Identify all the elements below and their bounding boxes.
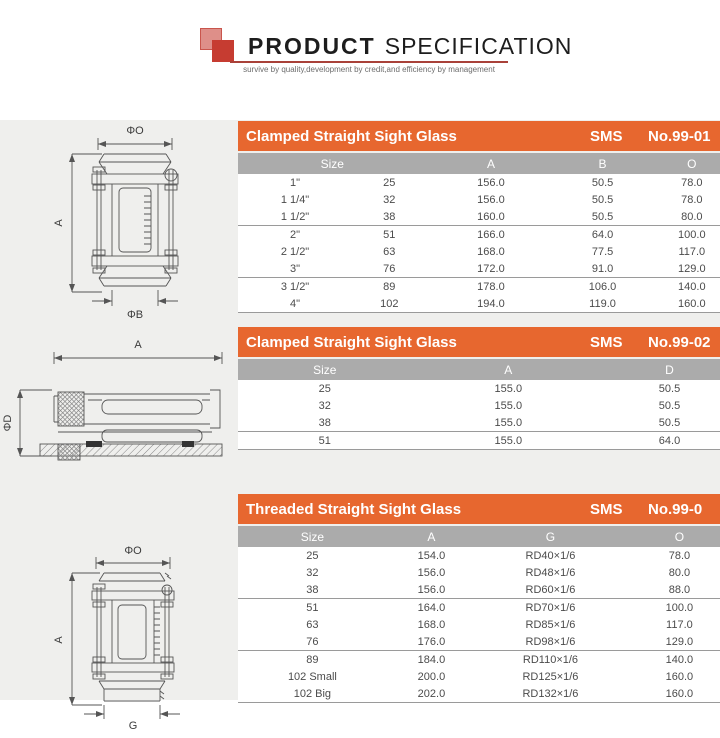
table-row (238, 650, 720, 668)
table-cell: 155.0 (494, 416, 523, 429)
content-panel (0, 120, 720, 731)
table-cell: 2" (290, 228, 301, 241)
column-header: O (674, 529, 685, 544)
column-header: O (687, 156, 697, 171)
dim-label-phi-o: ΦO (124, 545, 142, 557)
table-row (238, 295, 720, 312)
table-cell: 78.0 (668, 549, 691, 562)
table-row (238, 616, 720, 633)
table-cell: RD85×1/6 (525, 618, 576, 631)
table-cell: 89 (306, 653, 319, 666)
table-row (238, 277, 720, 295)
table-row (238, 547, 720, 564)
dim-label-g: G (128, 720, 138, 731)
table-body (238, 174, 720, 313)
table-cell: 155.0 (494, 434, 523, 447)
table-cell: 25 (383, 176, 396, 189)
table-cell: 91.0 (591, 262, 614, 275)
table-cell: 184.0 (417, 653, 446, 666)
table-cell: 50.5 (658, 382, 681, 395)
dim-label-phi-o: ΦO (126, 125, 144, 137)
table-cell: 106.0 (588, 280, 617, 293)
table-cell: 129.0 (665, 635, 694, 648)
table-standard: SMS (590, 500, 623, 518)
table-row (238, 581, 720, 598)
table-row (238, 431, 720, 449)
table-cell: 50.5 (591, 193, 614, 206)
table-row (238, 191, 720, 208)
table-cell: 172.0 (477, 262, 505, 275)
table-cell: 154.0 (417, 549, 446, 562)
table-cell: 176.0 (417, 635, 446, 648)
table-row (238, 397, 720, 414)
table-row (238, 685, 720, 702)
table-cell: 117.0 (666, 618, 693, 631)
table-cell: 1" (290, 176, 301, 189)
table-cell: 166.0 (477, 228, 505, 241)
table-row (238, 260, 720, 277)
table-cell: 168.0 (477, 245, 505, 258)
table-title-bar (238, 327, 720, 357)
table-row (238, 208, 720, 225)
table-cell: 38 (318, 416, 331, 429)
table-title: Clamped Straight Sight Glass (246, 127, 457, 145)
threaded-sight-glass-diagram (38, 543, 218, 731)
table-standard: SMS (590, 333, 623, 351)
table-cell: 50.5 (591, 176, 614, 189)
table-cell: 51 (383, 228, 396, 241)
table-cell: 178.0 (477, 280, 505, 293)
table-cell: 38 (306, 583, 319, 596)
table-row (238, 564, 720, 581)
table-cell: 164.0 (417, 601, 446, 614)
table-cell: 200.0 (417, 670, 446, 683)
table-cell: RD125×1/6 (522, 670, 579, 683)
column-header: Size (313, 362, 337, 377)
dim-label-a: A (53, 636, 65, 644)
table-row (238, 668, 720, 685)
table-title: Clamped Straight Sight Glass (246, 333, 457, 351)
table-cell: 25 (306, 549, 319, 562)
table-cell: 160.0 (477, 210, 505, 223)
table-cell: 77.5 (591, 245, 614, 258)
page-title-specification: SPECIFICATION (384, 33, 573, 59)
dim-label-phi-b: ΦB (126, 309, 144, 320)
table-cell: 89 (383, 280, 396, 293)
table-cell: RD132×1/6 (522, 687, 579, 700)
column-header: Size (320, 156, 344, 171)
table-cell: RD60×1/6 (525, 583, 576, 596)
table-body (238, 380, 720, 450)
table-cell: 168.0 (417, 618, 446, 631)
table-row (238, 225, 720, 243)
table-row (238, 414, 720, 431)
table-cell: 194.0 (477, 297, 505, 310)
table-cell: 50.5 (591, 210, 614, 223)
table-row (238, 598, 720, 616)
table-cell: 50.5 (658, 399, 681, 412)
table-cell: 38 (383, 210, 396, 223)
column-header: Size (300, 529, 325, 544)
table-code: No.99-0 (648, 500, 703, 518)
table-row (238, 243, 720, 260)
table-cell: 102 Big (293, 687, 332, 700)
table-cell: 1 1/4" (280, 193, 310, 206)
table-header-row (238, 153, 720, 174)
column-header: D (665, 362, 674, 377)
table-cell: 51 (306, 601, 319, 614)
table-cell: 140.0 (665, 653, 694, 666)
column-header: B (598, 156, 607, 171)
company-tagline: survive by quality,development by credit,and efficiency by management (243, 65, 495, 74)
table-cell: 32 (306, 566, 319, 579)
logo-square-dark (212, 40, 234, 62)
table-cell: 63 (383, 245, 396, 258)
table-cell: 160.0 (665, 687, 694, 700)
table-cell: 160.0 (678, 297, 706, 310)
table-header-row (238, 359, 720, 380)
table-cell: 155.0 (494, 399, 523, 412)
table-cell: 3 1/2" (280, 280, 310, 293)
table-cell: 32 (318, 399, 331, 412)
dim-label-a: A (53, 219, 65, 227)
table-cell: 100.0 (665, 601, 694, 614)
page-title-product: PRODUCT (248, 33, 376, 59)
page-header (0, 0, 720, 120)
table-cell: 100.0 (678, 228, 706, 241)
table-cell: 129.0 (678, 262, 706, 275)
table-cell: 3" (290, 262, 301, 275)
table-cell: 78.0 (681, 193, 703, 206)
table-cell: 156.0 (477, 193, 505, 206)
table-cell: 88.0 (668, 583, 691, 596)
table-standard: SMS (590, 127, 623, 145)
table-cell: 2 1/2" (280, 245, 310, 258)
table-cell: 51 (318, 434, 331, 447)
spec-table-clamped-sms-99-01 (238, 121, 720, 313)
table-cell: 202.0 (417, 687, 446, 700)
table-cell: 63 (306, 618, 319, 631)
table-cell: 64.0 (591, 228, 614, 241)
table-cell: 155.0 (494, 382, 523, 395)
table-cell: 156.0 (477, 176, 505, 189)
page-title (248, 33, 572, 60)
table-cell: 102 Small (287, 670, 337, 683)
column-header: A (504, 362, 513, 377)
table-cell: 156.0 (417, 583, 446, 596)
table-cell: 117.0 (678, 245, 706, 258)
table-cell: 140.0 (678, 280, 706, 293)
table-cell: 80.0 (668, 566, 691, 579)
sight-glass-section-diagram (2, 334, 235, 466)
table-header-row (238, 526, 720, 547)
table-title-bar (238, 121, 720, 151)
table-cell: 32 (383, 193, 396, 206)
table-cell: 76 (306, 635, 319, 648)
column-header: A (427, 529, 436, 544)
table-row (238, 174, 720, 191)
table-cell: RD40×1/6 (525, 549, 576, 562)
table-cell: 76 (383, 262, 396, 275)
dim-label-a: A (134, 339, 142, 351)
table-cell: 160.0 (665, 670, 694, 683)
table-cell: 25 (318, 382, 331, 395)
table-cell: RD98×1/6 (525, 635, 576, 648)
table-cell: 119.0 (589, 297, 616, 310)
clamped-sight-glass-diagram (40, 122, 230, 320)
table-body (238, 547, 720, 703)
column-header: A (486, 156, 495, 171)
column-header: G (545, 529, 556, 544)
table-row (238, 380, 720, 397)
table-title-bar (238, 494, 720, 524)
table-cell: 156.0 (417, 566, 446, 579)
table-cell: RD70×1/6 (525, 601, 576, 614)
table-cell: RD48×1/6 (525, 566, 576, 579)
spec-table-threaded-sms-99-0 (238, 494, 720, 703)
table-code: No.99-02 (648, 333, 711, 351)
table-row (238, 633, 720, 650)
table-cell: RD110×1/6 (522, 653, 579, 666)
table-title: Threaded Straight Sight Glass (246, 500, 462, 518)
table-cell: 102 (380, 297, 399, 310)
table-code: No.99-01 (648, 127, 711, 145)
table-cell: 64.0 (658, 434, 681, 447)
title-underline (230, 61, 508, 63)
table-cell: 80.0 (681, 210, 703, 223)
table-cell: 1 1/2" (280, 210, 310, 223)
table-cell: 4" (290, 297, 301, 310)
table-cell: 50.5 (658, 416, 681, 429)
spec-table-clamped-sms-99-02 (238, 327, 720, 450)
dim-label-phi-d: ΦD (2, 414, 14, 432)
table-cell: 78.0 (681, 176, 703, 189)
